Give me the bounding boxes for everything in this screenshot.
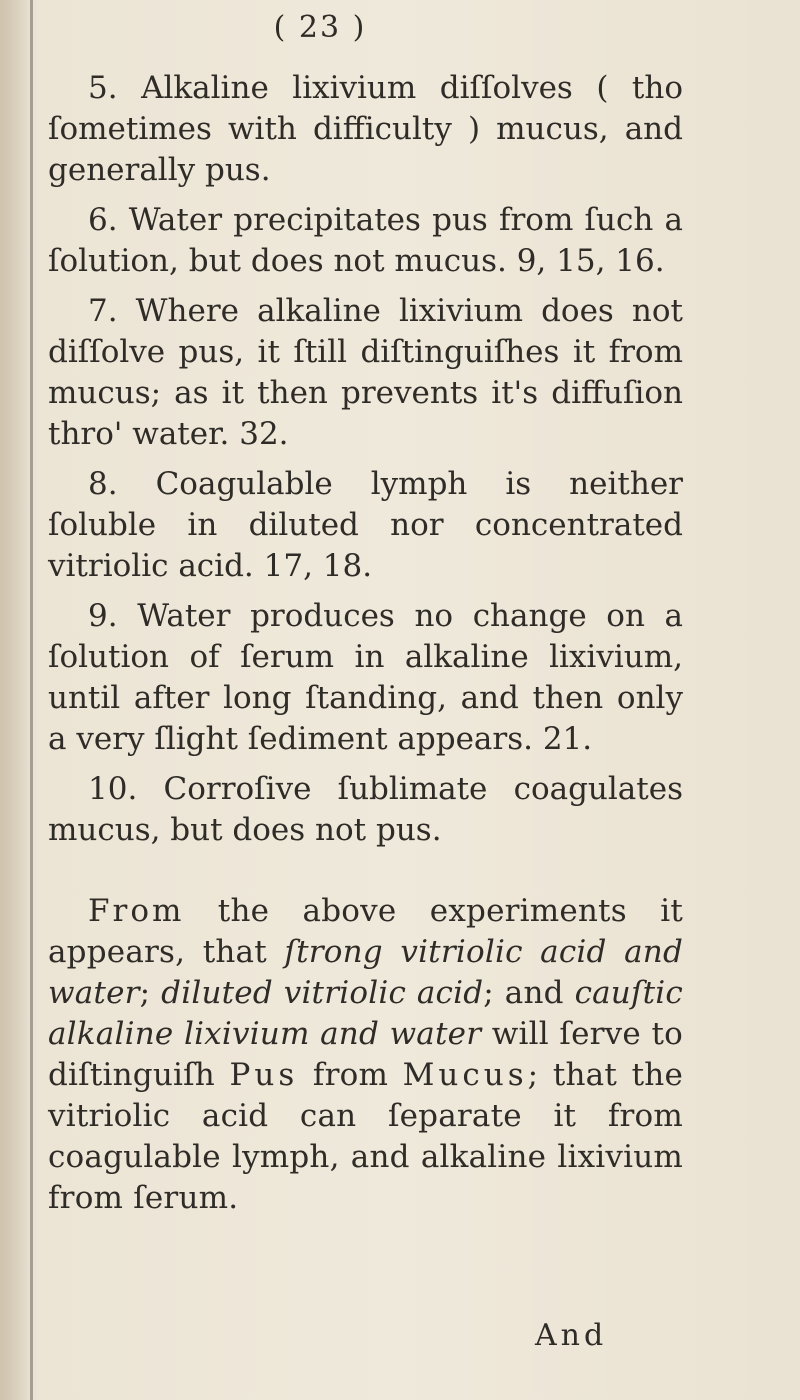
paragraph-number: 7. — [88, 293, 118, 329]
conclusion-paragraph — [48, 891, 683, 1219]
page-body — [48, 68, 683, 1219]
paragraph-text: Water produces no change on a ſolution of ſerum in alkaline lixivium, until after long ſtanding, and then only a very ſlight ſediment appears. 21. — [48, 598, 684, 757]
conclusion-lead-word: From — [88, 893, 185, 929]
numbered-paragraph-5 — [48, 68, 683, 191]
paragraph-number: 5. — [88, 70, 118, 106]
reagent-strong-acid: ſtrong vitriolic acid and water — [48, 934, 683, 1011]
separator: ; and — [483, 975, 564, 1011]
numbered-paragraph-8 — [48, 464, 683, 587]
numbered-paragraph-6 — [48, 200, 683, 282]
paragraph-number: 8. — [88, 466, 118, 502]
paragraph-text: Coagulable lymph is neither ſoluble in diluted nor concentrated vitriolic acid. 17, 18. — [48, 466, 683, 584]
paragraph-text: Corroſive ſublimate coagulates mucus, but does not pus. — [48, 771, 684, 848]
reagent-caustic-lixivium: cauſtic alkaline lixivium and water — [48, 975, 683, 1052]
conclusion-middle: will ſerve to diſtinguiſh — [48, 1016, 683, 1093]
separator: ; — [139, 975, 151, 1011]
reagent-diluted-acid: diluted vitriolic acid — [161, 975, 484, 1011]
term-mucus: Mucus — [402, 1057, 528, 1093]
numbered-paragraph-7 — [48, 291, 683, 455]
numbered-paragraph-10 — [48, 769, 683, 851]
margin-rule — [30, 0, 33, 1400]
catchword: And — [535, 1318, 608, 1353]
paragraph-text: Water precipitates pus from ſuch a ſolution, but does not mucus. 9, 15, 16. — [48, 202, 683, 279]
word-from: from — [312, 1057, 389, 1093]
conclusion-intro: the above experiments it appears, that — [48, 893, 683, 970]
paragraph-number: 9. — [88, 598, 118, 634]
paragraph-number: 6. — [88, 202, 118, 238]
conclusion-tail: ; that the vitriolic acid can ſeparate it from coagulable lymph, and alkaline lixivium from ſerum. — [48, 1057, 683, 1216]
gutter-shadow — [0, 0, 30, 1400]
paragraph-text: Alkaline lixivium diſſolves ( tho ſometimes with difficulty ) mucus, and generally pus. — [48, 70, 684, 188]
paragraph-text: Where alkaline lixivium does not diſſolve pus, it ſtill diſtinguiſhes it from mucus; as it then prevents it's diffuſion thro' water. 32. — [48, 293, 684, 452]
page-number: ( 23 ) — [273, 10, 367, 45]
term-pus: Pus — [229, 1057, 299, 1093]
paragraph-number: 10. — [88, 771, 138, 807]
numbered-paragraph-9 — [48, 596, 683, 760]
